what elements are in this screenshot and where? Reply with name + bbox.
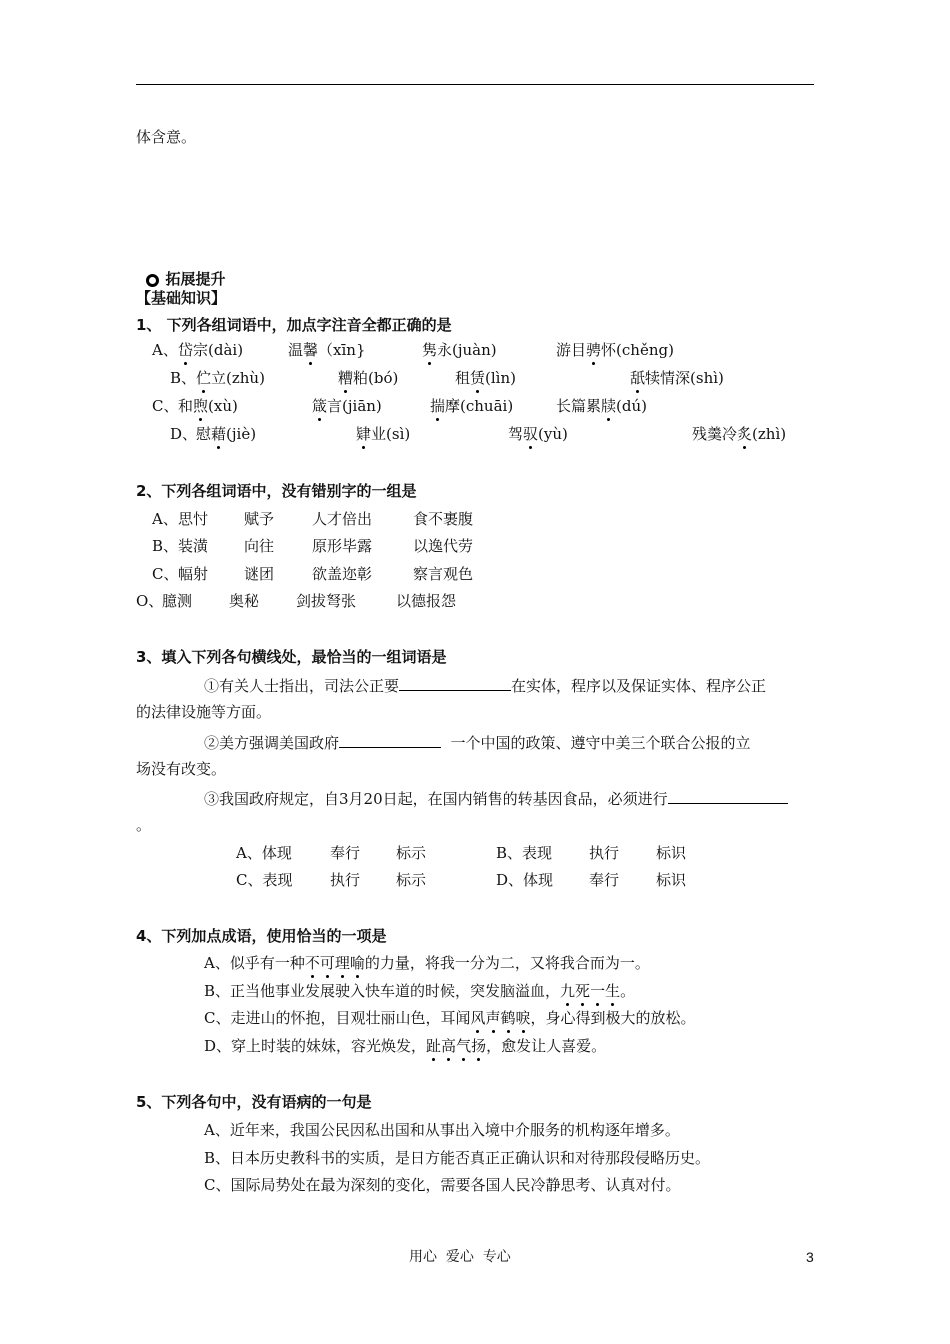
q2-c-word1: 幅射 xyxy=(178,565,209,583)
q3-option-d-word3: 标识 xyxy=(656,871,687,889)
sub-heading: 【基础知识】 xyxy=(136,289,227,307)
q1-c-word2: 箴言(jiān) xyxy=(312,397,382,415)
q1-a-word3: 隽永(juàn) xyxy=(422,341,497,359)
q2-title: 2、下列各组词语中，没有错别字的一组是 xyxy=(136,482,417,500)
q5-option-a: A、近年来，我国公民因私出国和从事出入境中介服务的机构逐年增多。 xyxy=(204,1121,680,1139)
q2-a-word2: 赋予 xyxy=(244,510,275,528)
q1-c-word4: 长篇累牍(dú) xyxy=(556,397,647,415)
q2-b-word4: 以逸代劳 xyxy=(413,537,474,555)
q1-b-word3: 租赁(lìn) xyxy=(455,369,516,387)
q3-option-a-word3: 标示 xyxy=(396,844,427,862)
q3-title: 3、填入下列各句横线处，最恰当的一组词语是 xyxy=(136,648,447,666)
q2-d-word3: 剑拔弩张 xyxy=(296,592,357,610)
q3-option-a: A、体现 xyxy=(236,844,292,862)
q3-option-c: C、表现 xyxy=(236,871,293,889)
circle-bullet-icon xyxy=(146,274,159,287)
q2-option-b-label: B、 xyxy=(152,537,179,555)
q2-c-word3: 欲盖迩彰 xyxy=(312,565,373,583)
q3-option-d-word2: 奉行 xyxy=(589,871,620,889)
q2-d-word1: 臆测 xyxy=(162,592,193,610)
q2-b-word3: 原形毕露 xyxy=(312,537,373,555)
q2-c-word2: 谜团 xyxy=(244,565,275,583)
q2-a-word4: 食不裹腹 xyxy=(413,510,474,528)
q1-d-word3: 驾驭(yù) xyxy=(508,425,568,443)
top-text: 体含意。 xyxy=(136,128,197,146)
q2-d-word4: 以德报怨 xyxy=(396,592,457,610)
q1-option-a-label: A、 xyxy=(152,341,178,359)
q3-sentence1-cont: 的法律设施等方面。 xyxy=(136,703,272,721)
q3-sentence1: ①有关人士指出，司法公正要 在实体，程序以及保证实体、程序公正 xyxy=(204,674,766,696)
q3-option-c-word2: 执行 xyxy=(330,871,361,889)
q4-option-a: A、似乎有一种不可理喻的力量，将我一分为二，又将我合而为一。 xyxy=(204,954,650,972)
q1-c-word1: 和煦(xù) xyxy=(178,397,238,415)
q4-option-b: B、正当他事业发展驶入快车道的时候，突发脑溢血，九死一生。 xyxy=(204,982,636,1000)
q2-a-word1: 思忖 xyxy=(178,510,209,528)
q2-option-a-label: A、 xyxy=(152,510,178,528)
q1-a-word1: 岱宗(dài) xyxy=(178,341,244,359)
page-number: 3 xyxy=(806,1249,814,1265)
q2-d-word2: 奥秘 xyxy=(229,592,260,610)
q4-option-c: C、走进山的怀抱，目观壮丽山色，耳闻风声鹤唳，身心得到极大的放松。 xyxy=(204,1009,696,1027)
q3-sentence3-cont: 。 xyxy=(136,816,152,834)
q3-blank2 xyxy=(339,731,441,748)
q1-b-word4: 舐犊情深(shì) xyxy=(630,369,724,387)
q2-c-word4: 察言观色 xyxy=(413,565,474,583)
q3-blank3 xyxy=(668,787,788,804)
q3-sentence2: ②美方强调美国政府 一个中国的政策、遵守中美三个联合公报的立 xyxy=(204,731,751,753)
q3-option-b-word2: 执行 xyxy=(589,844,620,862)
q4-title: 4、下列加点成语，使用恰当的一项是 xyxy=(136,927,387,945)
q1-a-word4: 游目骋怀(chěng) xyxy=(556,341,674,359)
q1-title: 1、 下列各组词语中，加点字注音全都正确的是 xyxy=(136,316,452,334)
q1-option-b-label: B、 xyxy=(170,369,197,387)
q1-d-word2: 肄业(sì) xyxy=(356,425,411,443)
q4-option-d: D、穿上时装的妹妹，容光焕发，趾高气扬，愈发让人喜爱。 xyxy=(204,1037,607,1055)
q1-d-word4: 残羹冷炙(zhì) xyxy=(692,425,787,443)
q2-option-c-label: C、 xyxy=(152,565,179,583)
q2-b-word2: 向往 xyxy=(244,537,275,555)
header-rule xyxy=(136,84,814,85)
q3-option-b-word3: 标识 xyxy=(656,844,687,862)
q1-c-word3: 揣摩(chuāi) xyxy=(430,397,514,415)
q3-option-b: B、表现 xyxy=(496,844,553,862)
q5-title: 5、下列各句中，没有语病的一句是 xyxy=(136,1093,372,1111)
q3-option-a-word2: 奉行 xyxy=(330,844,361,862)
q5-option-b: B、日本历史教科书的实质，是日方能否真正正确认识和对待那段侵略历史。 xyxy=(204,1149,711,1167)
q1-d-word1: 慰藉(jiè) xyxy=(196,425,257,443)
q3-option-d: D、体现 xyxy=(496,871,554,889)
q1-option-d-label: D、 xyxy=(170,425,198,443)
q3-blank1 xyxy=(399,674,511,691)
q5-option-c: C、国际局势处在最为深刻的变化，需要各国人民冷静思考、认真对付。 xyxy=(204,1176,681,1194)
q2-b-word1: 装潢 xyxy=(178,537,209,555)
q1-b-word1: 伫立(zhù) xyxy=(196,369,265,387)
q1-b-word2: 糟粕(bó) xyxy=(338,369,399,387)
q1-option-c-label: C、 xyxy=(152,397,179,415)
q2-a-word3: 人才倍出 xyxy=(312,510,373,528)
q3-sentence3: ③我国政府规定，自3月20日起，在国内销售的转基因食品，必须进行 xyxy=(204,787,788,809)
q1-a-word2: 温馨（xīn} xyxy=(288,341,366,359)
q3-option-c-word3: 标示 xyxy=(396,871,427,889)
footer-motto: 用心 爱心 专心 xyxy=(409,1249,511,1265)
section-heading: 拓展提升 xyxy=(136,249,225,289)
q2-option-d-label: O、 xyxy=(136,592,164,610)
q3-sentence2-cont: 场没有改变。 xyxy=(136,760,227,778)
